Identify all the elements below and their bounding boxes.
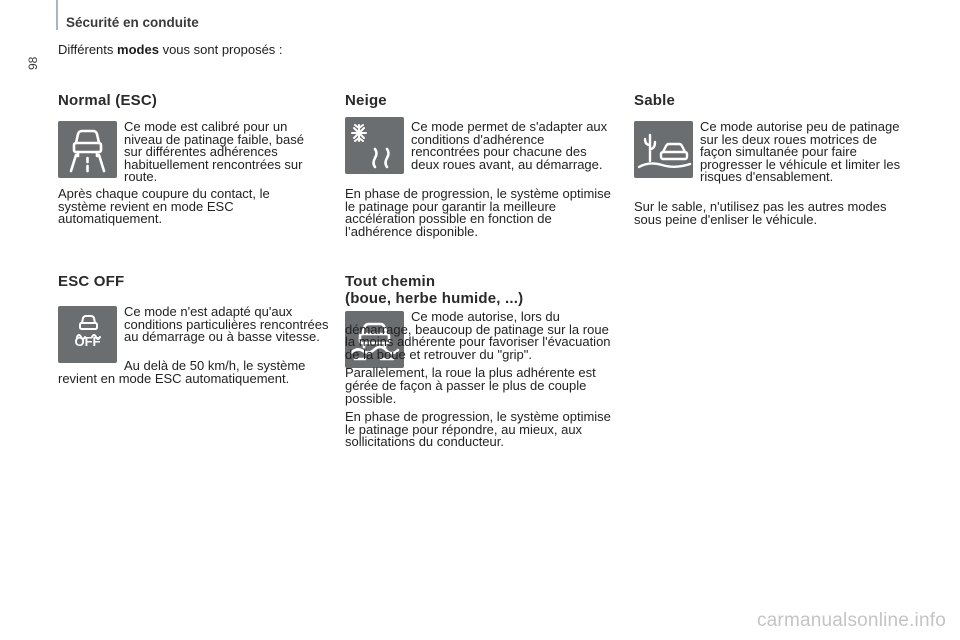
mud-mode-note-1: Parallèlement, la roue la plus adhérente est gérée de façon à passer le plus de couple possible. — [345, 365, 596, 406]
normal-mode-description: Ce mode est calibré pour un niveau de patinage faible, basé sur différentes adhérences habituellement rencontrées sur route. — [124, 119, 304, 185]
esc-off-description: Ce mode n'est adapté qu'aux conditions particulières rencontrées au démarrage ou à basse vitesse. — [124, 304, 329, 345]
mud-mode-description: Ce mode autorise, lors du démarrage, beaucoup de patinage sur la roue la moins adhérente pour favoriser l'évacuation de la boue et retrouver du "grip". — [345, 309, 611, 362]
mud-mode-note-2: En phase de progression, le système optimise le patinage pour répondre, au mieux, aux sollicitations du conducteur. — [345, 409, 611, 450]
intro-text — [58, 42, 283, 57]
snow-mode-title: Neige — [345, 92, 387, 109]
snow-mode-icon — [345, 117, 404, 174]
intro-emphasis: modes — [117, 42, 159, 57]
sand-mode-note: Sur le sable, n'utilisez pas les autres modes sous peine d'enliser le véhicule. — [634, 199, 887, 227]
mud-mode-title-line-2: (boue, herbe humide, ...) — [345, 290, 524, 307]
mud-mode-text — [345, 311, 617, 455]
traction-normal-icon — [58, 121, 117, 178]
mud-mode-title-line-1: Tout chemin — [345, 273, 436, 290]
section-title: Sécurité en conduite — [66, 15, 199, 30]
snow-mode-description: Ce mode permet de s'adapter aux conditions d'adhérence rencontrées pour chacune des deux roues avant, au démarrage. — [411, 119, 608, 172]
esc-off-icon-label: OFF — [74, 334, 101, 349]
intro-suffix: vous sont proposés : — [162, 42, 283, 57]
snow-mode-note: En phase de progression, le système optimise le patinage pour garantir la meilleure accélération possible en fonction de l’adhérence disponible. — [345, 186, 611, 239]
normal-mode-note: Après chaque coupure du contact, le système revient en mode ESC automatiquement. — [58, 186, 270, 227]
normal-mode-title: Normal (ESC) — [58, 92, 158, 109]
sand-mode-description: Ce mode autorise peu de patinage sur les deux roues motrices de façon simultanée pour faire progresser le véhicule et limiter les risques d'ensablement. — [700, 119, 901, 185]
mud-mode-title — [345, 273, 523, 307]
page-section-bar — [56, 0, 58, 30]
intro-prefix: Différents — [58, 42, 114, 57]
esc-off-title: ESC OFF — [58, 273, 125, 290]
watermark: carmanualsonline.info — [756, 610, 946, 631]
sand-mode-icon — [634, 121, 693, 178]
esc-off-note: Au delà de 50 km/h, le système revient en mode ESC automatiquement. — [58, 358, 306, 386]
sand-mode-title: Sable — [634, 92, 676, 109]
page-number: 98 — [26, 56, 40, 70]
